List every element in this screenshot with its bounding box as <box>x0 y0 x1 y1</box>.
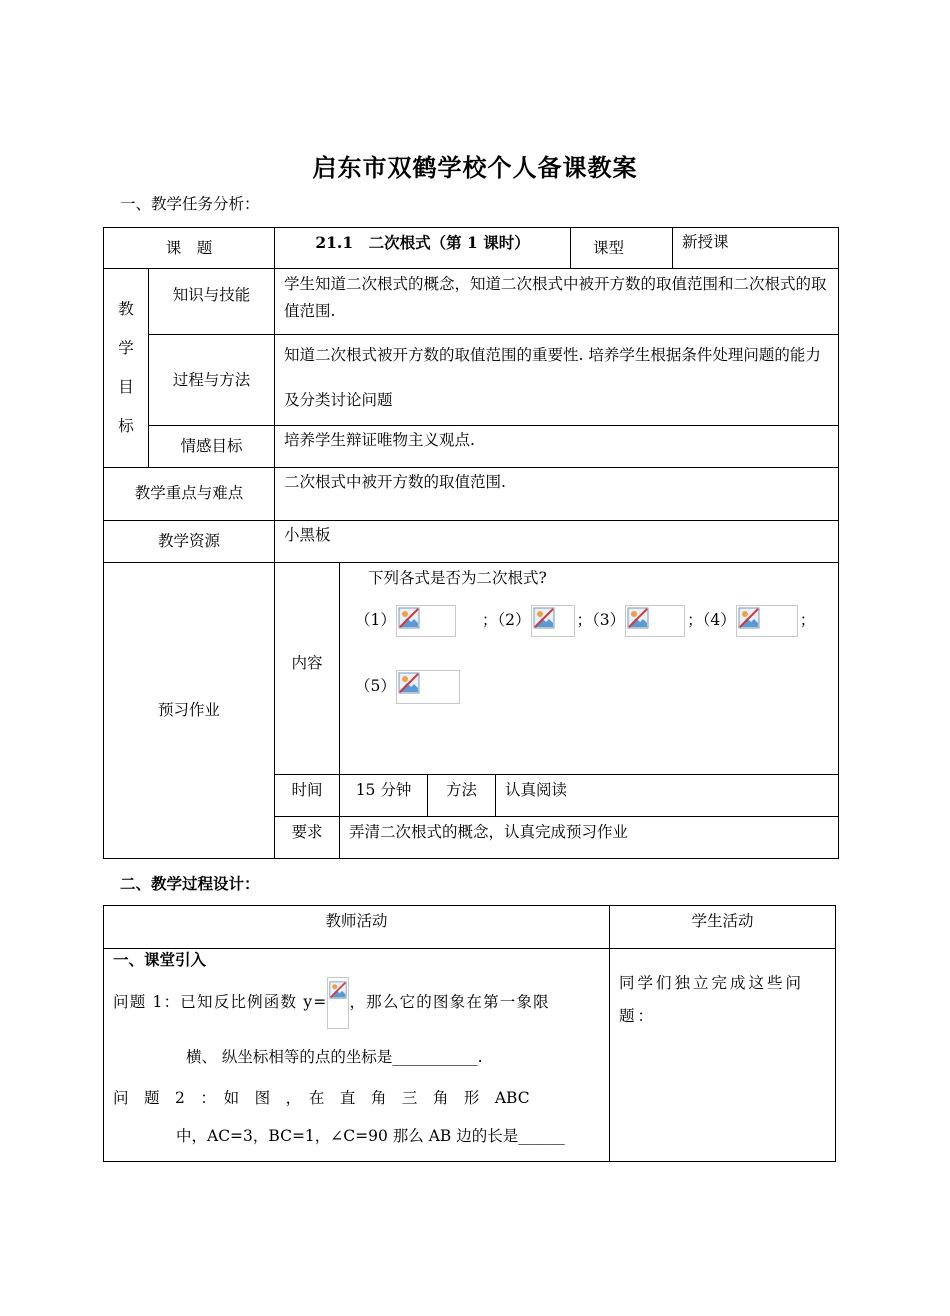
question-1-suffix: ，那么它的图象在第一象限 <box>349 992 550 1011</box>
question-1-line-1 <box>113 977 600 1029</box>
process-label-cell <box>149 335 275 426</box>
process-text: 知道二次根式被开方数的取值范围的重要性. 培养学生根据条件处理问题的能力及分类讨论问题 <box>284 346 821 409</box>
content-label: 内容 <box>291 653 323 672</box>
emotion-label-cell <box>149 425 275 467</box>
method-label-cell <box>428 774 496 816</box>
keypoint-label-cell <box>104 467 275 520</box>
resource-text: 小黑板 <box>284 525 331 544</box>
preview-items-row <box>355 605 826 637</box>
time-value-cell <box>340 774 428 816</box>
question-2-line-1: 问 题 2 ： 如 图 ， 在 直 角 三 角 形 ABC <box>113 1089 530 1108</box>
preview-label: 预习作业 <box>158 700 221 719</box>
broken-image-icon <box>398 607 420 629</box>
time-value: 15 分钟 <box>355 780 412 799</box>
method-value-cell <box>496 774 839 816</box>
task-analysis-table <box>103 227 839 859</box>
require-value-cell <box>340 816 839 858</box>
goal-char: 目 <box>118 377 134 396</box>
require-label: 要求 <box>291 822 323 841</box>
preview-question: 下列各式是否为二次根式? <box>368 568 547 587</box>
teaching-goal-label-cell <box>104 269 149 468</box>
intro-heading: 一、课堂引入 <box>113 950 207 969</box>
item-label: （1） <box>355 610 396 629</box>
question-1-prefix: 问题 1：已知反比例函数 y= <box>113 992 328 1011</box>
formula-image-5 <box>396 670 460 704</box>
topic-label-cell <box>104 228 275 269</box>
time-label-cell <box>275 774 340 816</box>
knowledge-text-cell <box>275 269 839 335</box>
type-label-cell <box>571 228 673 269</box>
student-activity-cell <box>610 949 836 1162</box>
student-activity-header: 学生活动 <box>691 912 754 930</box>
item-label: ；（4） <box>687 610 736 629</box>
broken-image-icon <box>738 607 760 629</box>
resource-label: 教学资源 <box>158 531 221 550</box>
item-label: ；（2） <box>481 610 531 629</box>
fraction-image <box>327 977 349 1029</box>
teacher-activity-cell <box>104 949 610 1162</box>
teacher-activity-header: 教师活动 <box>325 912 388 930</box>
item-label: ；（3） <box>576 610 626 629</box>
resource-label-cell <box>104 520 275 562</box>
process-design-table <box>103 905 836 1162</box>
question-1-line-2: 横、 纵坐标相等的点的坐标是___________. <box>186 1047 483 1066</box>
process-label: 过程与方法 <box>172 370 251 389</box>
teacher-header-cell <box>104 906 610 949</box>
preview-items-row-2 <box>355 670 826 704</box>
require-value: 弄清二次根式的概念，认真完成预习作业 <box>349 822 629 841</box>
keypoint-label: 教学重点与难点 <box>134 484 244 503</box>
emotion-label: 情感目标 <box>180 436 243 455</box>
time-label: 时间 <box>291 780 323 799</box>
preview-content-cell <box>340 562 839 774</box>
student-header-cell <box>610 906 836 949</box>
topic-value-cell <box>275 228 571 269</box>
question-2-line-2: 中，AC=3，BC=1，∠C=90 那么 AB 边的长是______ <box>176 1127 565 1146</box>
topic-label: 课 题 <box>165 238 213 257</box>
preview-label-cell <box>104 562 275 858</box>
topic-value: 21.1 二次根式（第 1 课时） <box>315 233 530 252</box>
type-label: 课型 <box>593 238 625 257</box>
student-activity-text: 同学们独立完成这些问题： <box>619 974 805 1025</box>
type-value: 新授课 <box>682 233 729 251</box>
type-value-cell <box>673 228 839 269</box>
broken-image-icon <box>627 607 649 629</box>
require-label-cell <box>275 816 340 858</box>
goal-char: 标 <box>118 416 134 435</box>
formula-image-3 <box>625 605 685 637</box>
emotion-text: 培养学生辩证唯物主义观点. <box>284 430 475 449</box>
resource-text-cell <box>275 520 839 562</box>
item-label: ； <box>799 610 816 629</box>
goal-char: 学 <box>118 339 134 358</box>
method-value: 认真阅读 <box>505 780 568 799</box>
emotion-text-cell <box>275 425 839 467</box>
process-text-cell <box>275 335 839 426</box>
section-heading-task-analysis: 一、教学任务分析： <box>120 195 260 213</box>
keypoint-text: 二次根式中被开方数的取值范围. <box>284 472 506 491</box>
broken-image-icon <box>533 607 555 629</box>
section-heading-process-design: 二、教学过程设计： <box>120 874 260 893</box>
broken-image-icon <box>398 672 420 694</box>
formula-image-1 <box>396 605 456 637</box>
method-label: 方法 <box>446 780 478 799</box>
item-label: （5） <box>355 676 396 695</box>
knowledge-text: 学生知道二次根式的概念，知道二次根式中被开方数的取值范围和二次根式的取值范围. <box>284 275 827 321</box>
goal-char: 教 <box>118 300 134 319</box>
content-label-cell <box>275 562 340 774</box>
formula-image-2 <box>531 605 575 637</box>
knowledge-label: 知识与技能 <box>172 286 251 304</box>
keypoint-text-cell <box>275 467 839 520</box>
broken-image-icon <box>329 979 347 1001</box>
document-title: 启东市双鹤学校个人备课教案 <box>312 153 638 182</box>
formula-image-4 <box>736 605 798 637</box>
knowledge-label-cell <box>149 269 275 335</box>
